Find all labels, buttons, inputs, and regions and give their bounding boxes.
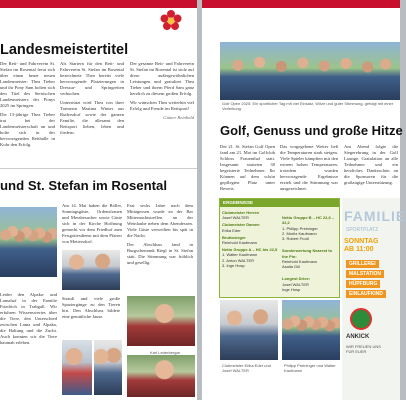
left-red-band bbox=[0, 0, 197, 8]
portrait-photo-1 bbox=[62, 340, 92, 395]
family-day-advert bbox=[342, 198, 406, 400]
portrait-photo-2 bbox=[94, 340, 122, 395]
headline-st-stefan: und St. Stefan im Rosental bbox=[0, 178, 168, 193]
flower-icon bbox=[160, 10, 182, 32]
church-photo bbox=[62, 250, 120, 290]
article-column-2: Als Startern für den Reit- und Fahrverein St. Stefan im Rosental bezeichnete Thea bereits viele hervorragende Platzierungen in Dressur- und Springreiten verbuchen. Unterstützt wird Thea von ihrer Trainerin Martina Winter aus Rudersdorf sowie der ganzen Familie, die allesamt den Reitsport lieben, leben und fördern. bbox=[60, 61, 124, 135]
article-signature: Günter Reinbold bbox=[163, 115, 194, 120]
headline-golf: Golf, Genuss und große Hitze bbox=[220, 123, 403, 138]
article-column-4: Am 14. Mai haben die Böller, Sonntagsgäste, Ordensfrauen und Messbesucher sowie Gäste sich in der Kirche Hoffnung gemacht vor dem Friedhof zum Festgottesdienst mit dem Pfarrer von Mettersdorf. bbox=[62, 203, 122, 244]
winners-caption-1: Clubmeister Erika Eder und Josef WALTER bbox=[222, 363, 271, 373]
photo-credit: Karl Lederbergar bbox=[150, 350, 181, 355]
winners-photo-1 bbox=[220, 300, 278, 360]
article-column-5: Fast sechs Jahre nach dem Mittagessen wurde an der Bar Mitternachtstreffen an der Weinlaube neben dem Abendessen. Viele Gäste verweilten bis spät in die Nacht. Der Abschluss fand in Burgschenrank Riegl in St. Stefan statt. Die Stimmung war fröhlich und gesellig. bbox=[127, 203, 193, 265]
ad-item-bouncy: HÜPFBURG bbox=[346, 280, 380, 288]
ad-item-paint: MALSTATION bbox=[346, 270, 384, 278]
ad-item-grill: GRILLEREI bbox=[346, 260, 379, 268]
results-title: ERGEBNISSE bbox=[220, 199, 339, 207]
article-column-6: Leider den Alpaka- und Lamahof in der Familie Friedrich in Trabgall. Wir erfuhren Wissenswertes über die Tiere, den Unterschied zwischen Lama und Alpaka, die Haltung und die Zucht. Auch konnten wir die Tiere hautnah erleben. bbox=[0, 292, 57, 345]
ad-headline: FAMILIE bbox=[344, 208, 406, 224]
ad-brand: ANKICK bbox=[346, 334, 370, 340]
winners-photo-2 bbox=[282, 300, 340, 360]
golf-column-3: Am Abend folgte die Siegerehrung in der Golf Lounge. Gratulation an alle Teilnehmer und ein herzliches Dankeschön an die Sponsoren für die großzügige Unterstützung. bbox=[344, 144, 398, 185]
right-red-band bbox=[202, 0, 400, 8]
golf-photo-caption: Golf Open 2025: Ein sportlicher Tag mit viel Einsatz, Witze und guter Stimmung, gefolgt mit einer Verleihung. bbox=[222, 101, 394, 111]
golf-group-photo bbox=[220, 42, 400, 100]
golf-column-1: Der 21. St. Stefan Golf Open fand am 21. Mai im Golfclub Schloss Frauenthal statt. Insgesamt starteten 30 begeisterte Teilnehmer. Ihr Können auf dem schön gepflegten Platz unter Beweis. bbox=[220, 144, 275, 191]
group-photo bbox=[0, 207, 57, 277]
headline-landesmeister: Landesmeistertitel bbox=[0, 42, 129, 58]
ad-subline: SPORTPLATZ bbox=[346, 227, 379, 233]
results-left-column: Clubmeister Herren Josef WALTER Clubmeister Damen Erika Eder Bruttosieger Reinhold Kaufmann Netto Gruppe A – HC bis 22,5 1. Walter Kaufmann 2. Anton WALTER 3. Inge Hosp bbox=[222, 210, 278, 268]
article-column-3: Der gesamte Reit- und Fahrverein St. Stefan im Rosental ist stolz auf diese außergewöhnlichen Leistungen und gratuliert Thea Tieber und ihrem Pferd Sam ganz herzlich zu diesem großen Erfolg. Wir wünschen Thea weiterhin viel Erfolg und Freude im Reitsport! Günter Reinbold bbox=[130, 61, 194, 120]
ad-tagline: WIR FREUEN UNS FÜR EUER bbox=[346, 344, 381, 354]
winners-caption-2: Philipp Preininger und Walter Kaufmann bbox=[284, 363, 336, 373]
article-column-7: Strauß und viele große Spaziergänge zu den Tieren hin. Den Abschluss bildete eine gemütliche Jause. bbox=[62, 296, 120, 319]
ad-sunday: SONNTAG AB 11:00 bbox=[344, 238, 379, 253]
event-photo bbox=[127, 355, 195, 397]
section-divider bbox=[0, 168, 197, 169]
article-column-1: Der Reit- und Fahrverein St. Stefan im Rosental freut sich über einen heuer neuen Landesmeister: Thea Tieber und ihr Pony Sam holten sich den Titel des Steirischen Landesmeisters der Ponys 2025 im Springen. Die 13-jährige Thea Tieber trat bei der Landesmeisterschaft an und holte sich in der hervorragenden Reithalle in Kohr den Erfolg. bbox=[0, 61, 55, 147]
ad-item-kids: EINLAUFKIND bbox=[346, 290, 386, 298]
golf-column-2: Das vorgegebene Wetter ließ die Temperaturen stark steigen. Viele Spieler kämpften mit den extrem hohen Temperaturen, trotzdem wurden hervorragende Ergebnisse erzielt und die Stimmung war ausgezeichnet. bbox=[280, 144, 338, 191]
alpaca-photo bbox=[127, 296, 195, 346]
results-right-column: Netto Gruppe B – HC 22,6 – 32,2 1. Philipp Preininger 2. Moritz Kaufmann 3. Robert Frodl Sonderwertung Nearest to the Pin: Reinhold Kaufmann Asalia Gill Longest Drive: Josef WALTER Inge Hosp bbox=[282, 215, 335, 292]
club-logo-icon bbox=[350, 308, 372, 330]
left-page bbox=[0, 0, 197, 400]
